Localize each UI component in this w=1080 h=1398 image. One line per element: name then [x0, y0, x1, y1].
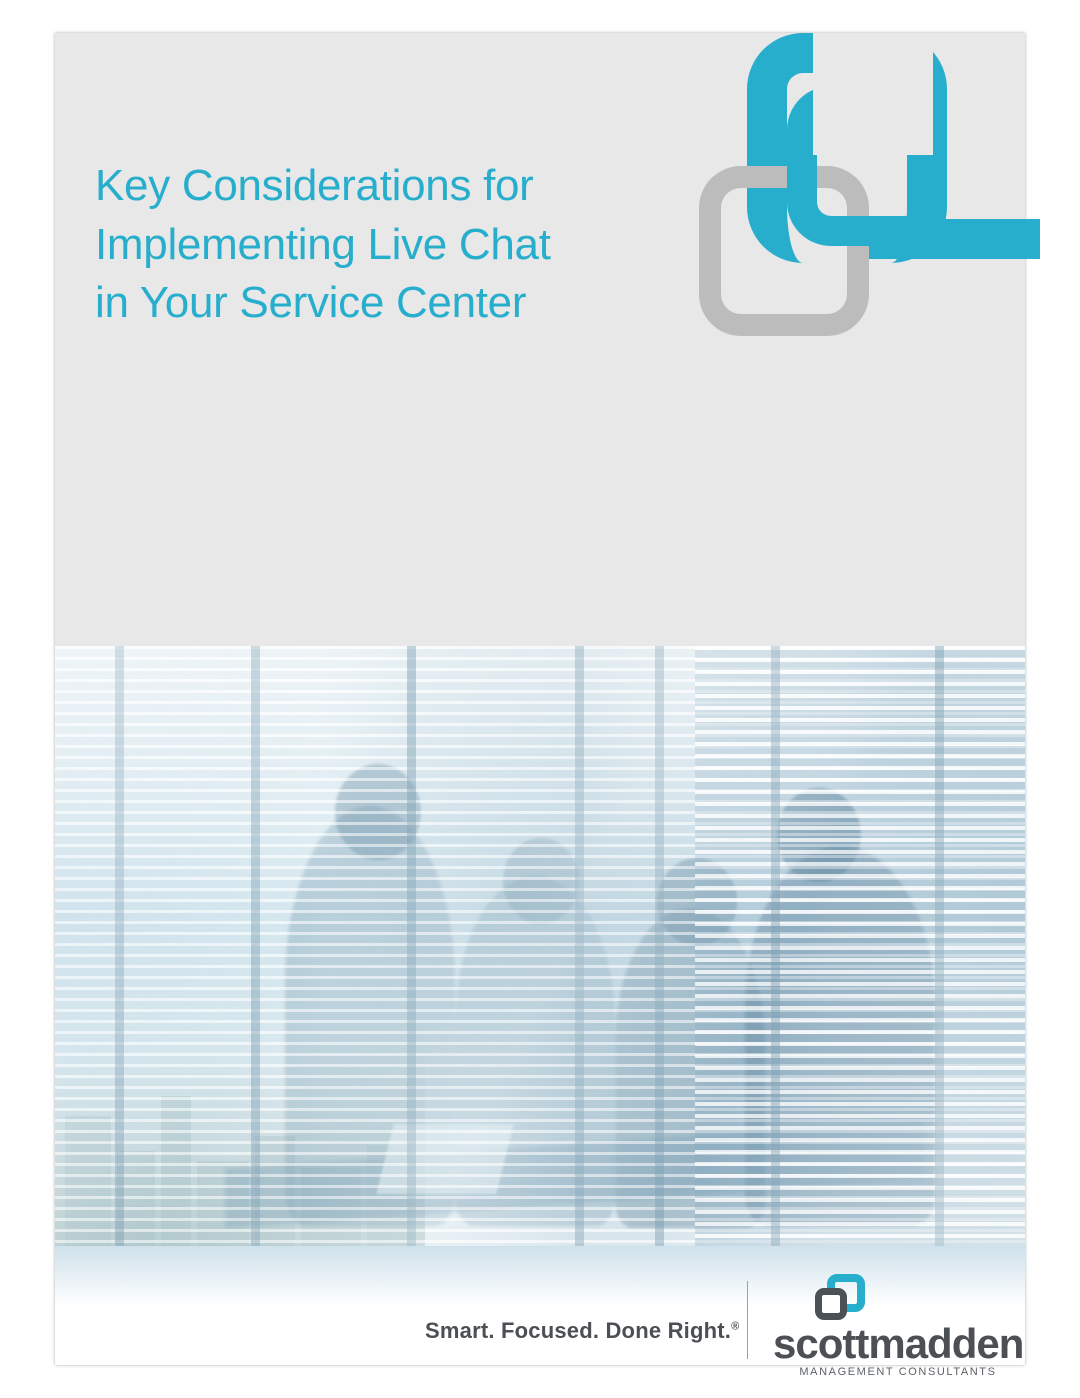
cover-photo	[55, 646, 1025, 1246]
tagline-registered-mark: ®	[731, 1320, 740, 1333]
page-title-line-1: Key Considerations for	[95, 161, 534, 210]
brand-subtitle: MANAGEMENT CONSULTANTS	[799, 1366, 997, 1378]
brand-lockup	[773, 1274, 1024, 1378]
scottmadden-squares-icon	[815, 1274, 865, 1324]
footer-divider	[747, 1281, 748, 1359]
tagline	[425, 1318, 739, 1344]
brand-name: scottmadden	[773, 1320, 1024, 1367]
page-title-line-3: in Your Service Center	[95, 278, 527, 328]
page-title-line-2: Implementing Live Chat	[95, 219, 551, 269]
scottmadden-logo-mark-icon	[695, 33, 1025, 383]
photo-glass-reflection	[55, 646, 1025, 1246]
page-title	[95, 157, 715, 333]
brand-mark-dark-square	[815, 1288, 847, 1320]
cover-footer	[55, 1246, 1025, 1378]
logo-mark-mask	[813, 33, 933, 155]
cover-header-band	[55, 33, 1025, 646]
tagline-text: Smart. Focused. Done Right.	[425, 1318, 732, 1343]
document-page	[55, 33, 1025, 1378]
